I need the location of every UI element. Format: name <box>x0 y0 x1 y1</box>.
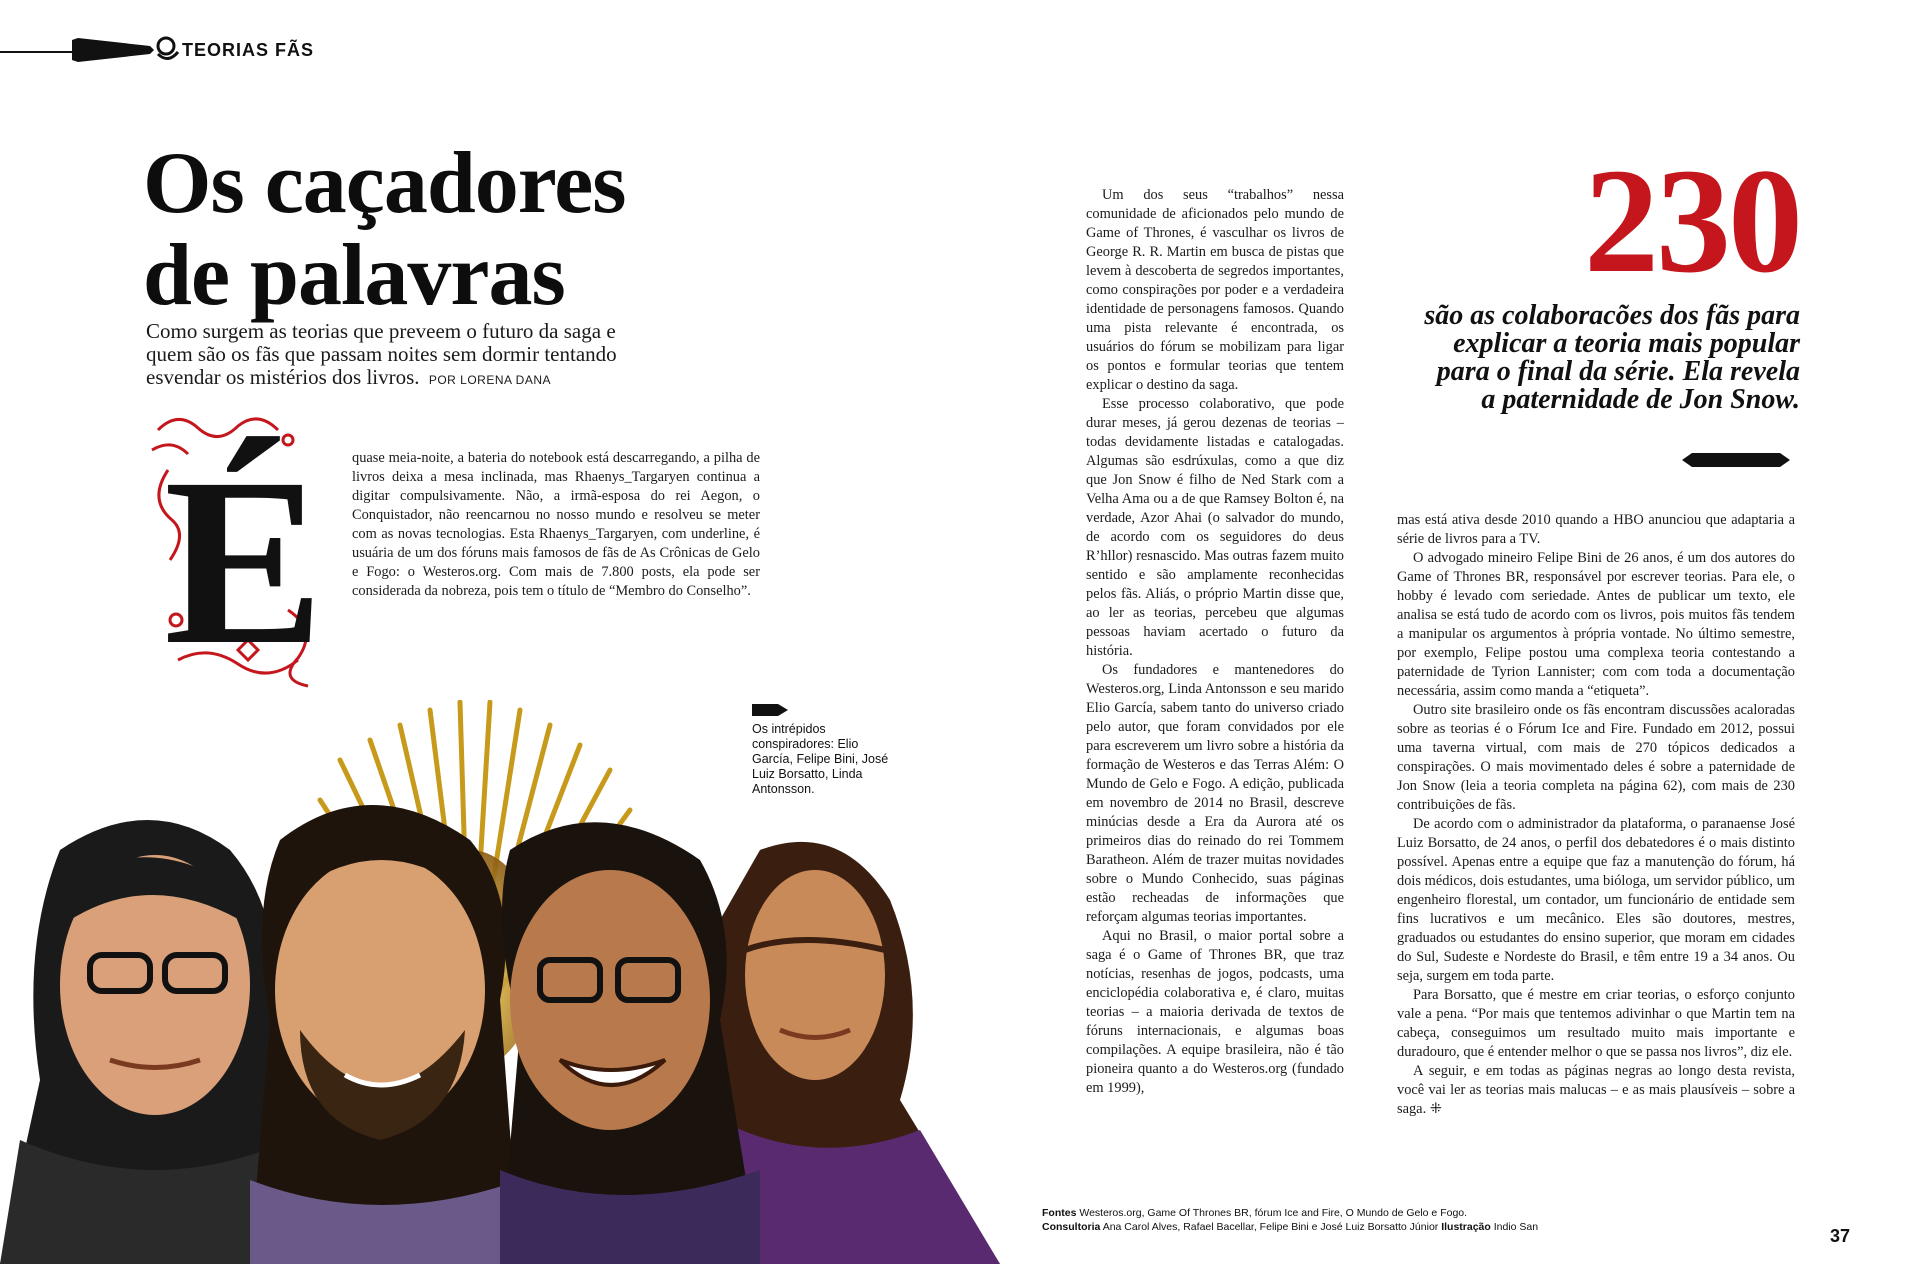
ilustracao-label: Ilustração <box>1441 1221 1491 1233</box>
paragraph: Os fundadores e mantenedores do Westeros.org, Linda Antonsson e seu marido Elio García, sabem tanto do universo criado pelo autor, que foram convidados por ele para escreverem um livro sobre a história da formação de Westeros e das Terras Além: O Mundo de Gelo e Fogo. A edição, publicada em novembro de 2014 no Brasil, descreve minúcias desde a Era da Aurora até os primeiros dias do reinado do rei Tommem Baratheon. Além de trazer muitas novidades sobre o Mundo Conhecido, suas páginas estão recheadas de informações que reforçam algumas teorias importantes. <box>1086 662 1344 925</box>
paragraph: O advogado mineiro Felipe Bini de 26 anos, é um dos autores do Game of Thrones BR, responsável por escrever teorias. Para ele, o hobby é levado com seriedade. Antes de publicar um texto, ele analisa se está tudo de acordo com os livros, pois muitos fãs tendem a manipular os argumentos à própria vontade. No último semestre, por exemplo, Felipe postou uma complexa teoria contestando a paternidade de Tyrion Lannister; com com toda a documentação necessária, assim como manda a “etiqueta”. <box>1397 550 1795 699</box>
ornament-icon <box>72 34 182 66</box>
headline-line-1: Os caçadores <box>143 135 626 232</box>
column-3 <box>1397 511 1795 1119</box>
headline <box>143 135 783 324</box>
paragraph: Outro site brasileiro onde os fãs encontram discussões acaloradas sobre as teorias é o Fórum Ice and Fire. Fundado em 2012, possui uma taverna virtual, com mais de 270 tópicos dedicados a conspirações. O mais movimentado deles é sobre a paternidade de Jon Snow (leia a teoria completa na página 62), com mais de 230 contribuições de fãs. <box>1397 702 1795 813</box>
portrait-illustration <box>0 700 1010 1264</box>
header-rule <box>0 51 74 53</box>
photo-caption: Os intrépidos conspiradores: Elio García, Felipe Bini, José Luiz Borsatto, Linda Antonsson. <box>752 722 889 796</box>
column-2 <box>1086 186 1344 1098</box>
paragraph: Um dos seus “trabalhos” nessa comunidade de aficionados pelo mundo de Game of Thrones, é vasculhar os livros de George R. R. Martin em busca de pistas que levem à descoberta de segredos importantes, como conspirações por poder e a verdadeira identidade de personagens famosos. Quando uma pista relevante é encontrada, os usuários do fórum se mobilizam para ligar os pontos e formular teorias que tentem explicar o destino da saga. <box>1086 187 1344 393</box>
paragraph: quase meia-noite, a bateria do notebook está descarregando, a pilha de livros deixa a mesa inclinada, mas Rhaenys_Targaryen continua a digitar compulsivamente. Não, a irmã-esposa do rei Aegon, o Conquistador, não reencarnou no nosso mundo e resolveu se meter com as novas tecnologias. Esta Rhaenys_Targaryen, com underline, é usuária de um dos fóruns mais famosos de fãs de As Crônicas de Gelo e Fogo: o Westeros.org. Com mais de 7.800 posts, ela pode ser considerada da nobreza, pois tem o título de “Membro do Conselho”. <box>352 450 760 599</box>
deck <box>146 320 666 392</box>
dropcap-ornament <box>148 410 330 690</box>
ilustracao-text: Indio San <box>1493 1221 1539 1233</box>
consultoria-label: Consultoria <box>1042 1221 1101 1233</box>
dropcap-letter: É <box>163 428 325 690</box>
paragraph: De acordo com o administrador da plataforma, o paranaense José Luiz Borsatto, de 24 anos, o perfil dos debatedores é o mais distinto possível. Apenas entre a equipe que faz a manutenção do fórum, há dois médicos, dois estudantes, uma bióloga, um servidor público, um engenheiro florestal, um contador, um funcionário de entidade sem fins lucrativos e um mecânico. Eles são doutores, mestres, graduados ou estudantes do ensino superior, que moram em cidades do Sul, Sudeste e Nordeste do Brasil, e têm entre 19 a 34 anos. Ou seja, surgem em toda parte. <box>1397 816 1795 984</box>
paragraph: Esse processo colaborativo, que pode durar meses, já gerou dezenas de teorias – todas devidamente listadas e catalogadas. Algumas são esdrúxulas, como a que diz que Jon Snow é filho de Ned Stark com a Velha Ama ou a de que Ramsey Bolton é, na verdade, Azor Ahai (o salvador do mundo, de acordo com os seguidores do deus R’hllor) resnascido. Mas outras fazem muito sentido e são amplamente reconhecidas pelos fãs. Aliás, o próprio Martin disse que, ao ler as teorias, percebeu que algumas pessoas haviam acertado o futuro da história. <box>1086 396 1344 659</box>
consultoria-text: Ana Carol Alves, Rafael Bacellar, Felipe Bini e José Luiz Borsatto Júnior <box>1102 1221 1439 1233</box>
portrait-felipe <box>250 805 520 1264</box>
column-1 <box>352 449 760 601</box>
fontes-text: Westeros.org, Game Of Thrones BR, fórum Ice and Fire, O Mundo de Gelo e Fogo. <box>1079 1207 1468 1219</box>
page-number: 37 <box>1830 1226 1851 1246</box>
portrait-jose <box>500 822 760 1264</box>
pullquote-text: são as colaboracões dos fãs para explicar a teoria mais popular para o final da série. Ela revela a paternidade de Jon Snow. <box>1424 300 1800 415</box>
pullquote-number: 230 <box>1584 138 1800 304</box>
headline-line-2: de palavras <box>143 227 565 324</box>
paragraph: Aqui no Brasil, o maior portal sobre a saga é o Game of Thrones BR, que traz notícias, resenhas de jogos, podcasts, uma enciclopédia colaborativa e, é claro, muitas teorias – a maioria derivada de textos de fóruns internacionais, e algumas boas compilações. A equipe brasileira, não é tão pioneira quanto a do Westeros.org (fundado em 1999), <box>1086 928 1344 1096</box>
byline: POR LORENA DANA <box>428 373 552 387</box>
fontes-label: Fontes <box>1042 1207 1077 1219</box>
credits <box>1042 1206 1562 1234</box>
paragraph: Para Borsatto, que é mestre em criar teorias, o esforço conjunto vale a pena. “Por mais que tentemos adivinhar o que Martin tem na cabeça, conseguimos um resultado muito mais importante e duradouro, que é entender melhor o que se passa nos livros”, diz ele. <box>1397 987 1795 1060</box>
sword-divider-icon <box>1682 451 1790 469</box>
paragraph: mas está ativa desde 2010 quando a HBO anunciou que adaptaria a série de livros para a TV. <box>1397 512 1795 547</box>
deck-text: Como surgem as teorias que preveem o futuro da saga e quem são os fãs que passam noites sem dormir tentando esvendar os mistérios dos livros. <box>146 319 617 389</box>
paragraph: A seguir, e em todas as páginas negras ao longo desta revista, você vai ler as teorias mais malucas – e as mais plausíveis – sobre a saga. ⁜ <box>1397 1063 1795 1117</box>
section-label: TEORIAS FÃS <box>182 40 315 60</box>
